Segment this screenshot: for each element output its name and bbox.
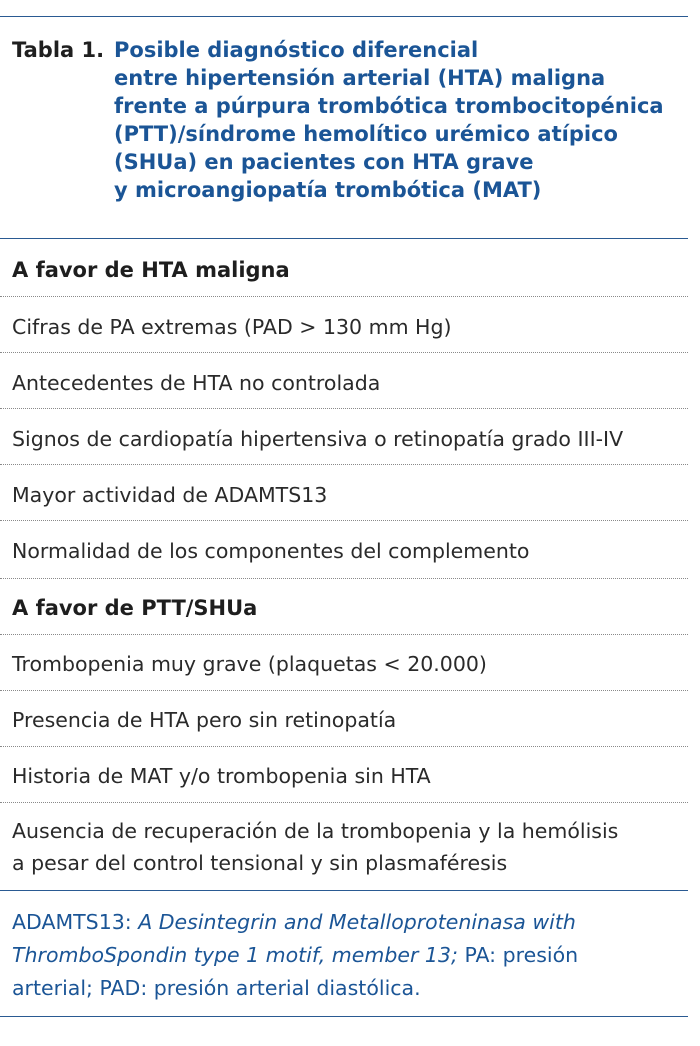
- row-divider: [0, 464, 688, 465]
- table-row: Signos de cardiopatía hipertensiva o retinopatía grado III-IV: [12, 427, 624, 451]
- top-rule: [0, 16, 688, 17]
- table-row: Mayor actividad de ADAMTS13: [12, 483, 328, 507]
- table-row: Historia de MAT y/o trombopenia sin HTA: [12, 764, 431, 788]
- table-footnote: [12, 906, 688, 1005]
- row-divider: [0, 802, 688, 803]
- row-divider: [0, 746, 688, 747]
- row-line: a pesar del control tensional y sin plasmaféresis: [12, 851, 508, 875]
- row-divider: [0, 634, 688, 635]
- abbreviation: PA:: [464, 943, 497, 967]
- title-line: entre hipertensión arterial (HTA) maligna: [114, 66, 606, 90]
- title-line: y microangiopatía trombótica (MAT): [114, 178, 542, 202]
- abbreviation: PAD:: [99, 976, 148, 1000]
- footer-rule: [0, 890, 688, 891]
- row-divider: [0, 578, 688, 579]
- table-row: Normalidad de los componentes del complemento: [12, 539, 530, 563]
- definition: ThromboSpondin type 1 motif, member 13;: [12, 943, 458, 967]
- table-row: Trombopenia muy grave (plaquetas < 20.000): [12, 652, 487, 676]
- definition: A Desintegrin and Metalloproteninasa with: [138, 910, 576, 934]
- row-divider: [0, 352, 688, 353]
- header-rule: [0, 238, 688, 239]
- title-line: Posible diagnóstico diferencial: [114, 38, 479, 62]
- footnote-line: [12, 939, 688, 972]
- table-label: Tabla 1.: [12, 38, 105, 62]
- table-title: [114, 36, 684, 204]
- footnote-line: [12, 972, 688, 1005]
- row-divider: [0, 690, 688, 691]
- abbreviation: ADAMTS13:: [12, 910, 132, 934]
- table-row: Presencia de HTA pero sin retinopatía: [12, 708, 397, 732]
- section-heading-hta: A favor de HTA maligna: [12, 258, 290, 282]
- row-divider: [0, 296, 688, 297]
- definition: arterial;: [12, 976, 93, 1000]
- row-line: Ausencia de recuperación de la trombopenia y la hemólisis: [12, 819, 619, 843]
- table-row: Antecedentes de HTA no controlada: [12, 371, 381, 395]
- section-heading-ptt: A favor de PTT/SHUa: [12, 596, 258, 620]
- table-row: Cifras de PA extremas (PAD > 130 mm Hg): [12, 315, 452, 339]
- title-line: (SHUa) en pacientes con HTA grave: [114, 150, 534, 174]
- definition: presión arterial diastólica.: [153, 976, 421, 1000]
- bottom-rule: [0, 1016, 688, 1017]
- definition: presión: [502, 943, 579, 967]
- footnote-line: [12, 906, 688, 939]
- title-line: (PTT)/síndrome hemolítico urémico atípico: [114, 122, 618, 146]
- table-row: [12, 815, 688, 879]
- row-divider: [0, 520, 688, 521]
- title-line: frente a púrpura trombótica trombocitopénica: [114, 94, 664, 118]
- row-divider: [0, 408, 688, 409]
